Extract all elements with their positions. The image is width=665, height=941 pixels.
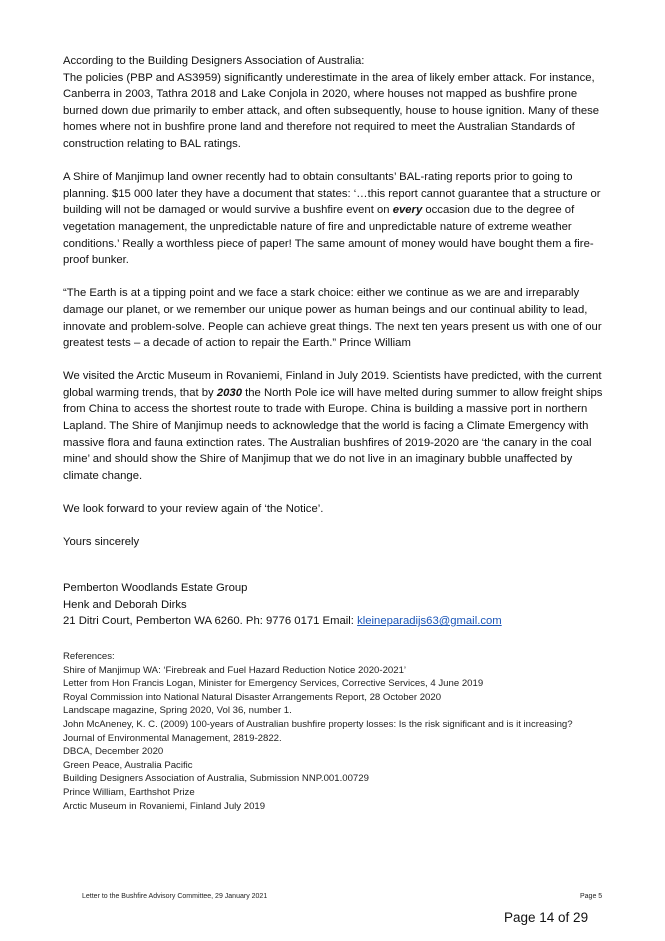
footer-letter-title: Letter to the Bushfire Advisory Committee, 29 January 2021 [82,893,268,900]
paragraph-review-request [63,501,611,518]
paragraph-text: We look forward to your review again of ‘the Notice’. [63,503,324,516]
paragraph-intro: According to the Building Designers Association of Australia: [63,55,365,67]
reference-item: Landscape magazine, Spring 2020, Vol 36, number 1. [63,705,292,717]
reference-item: Building Designers Association of Australia, Submission NNP.001.00729 [63,773,369,785]
paragraph-arctic-museum [63,368,611,484]
reference-item: Prince William, Earthshot Prize [63,786,195,798]
reference-item: John McAneney, K. C. (2009) 100-years of Australian bushfire property losses: Is the risk significant and is it increasing? [63,718,573,730]
email-link[interactable]: kleineparadijs63@gmail.com [357,615,502,628]
signature-org: Pemberton Woodlands Estate Group [63,582,248,594]
reference-item: Arctic Museum in Rovaniemi, Finland July 2019 [63,800,266,812]
emphasis-every: every [392,204,423,217]
paragraph-text-after: occasion due to the degree of vegetation management, the unpredictable nature of fire and unpredictable nature of extreme weather conditions.’ Really a worthless piece of paper! The same amount of money would have bought them a fire-proof bunker. [63,204,594,267]
paragraph-bal-rating [63,169,611,269]
signature-address: 21 Ditri Court, Pemberton WA 6260. Ph: 9776 0171 Email: [63,615,358,628]
reference-item: Shire of Manjimup WA: ‘Firebreak and Fuel Hazard Reduction Notice 2020-2021’ [63,664,407,676]
letter-body [63,53,611,567]
paragraph-text-before: A Shire of Manjimup land owner recently had to obtain consultants’ BAL-rating reports prior to going to planning. $15 000 later they have a document that states: ‘…this report cannot guarantee that a structure or building will not be damaged or would survive a bushfire event on [63,171,601,217]
reference-item: Royal Commission into National Natural Disaster Arrangements Report, 28 October 2020 [63,691,442,703]
paragraph-text: The policies (PBP and AS3959) significantly underestimate in the area of likely ember attack. For instance, Canberra in 2003, Tathra 2018 and Lake Conjola in 2020, where houses not mapped as bushfire prone burned down due primarily to ember attack, and often subsequently, house to house ignition. Many of these homes where not in bushfire prone land and therefore not required to meet the Australian Standards of construction relating to BAL ratings. [63,71,600,150]
paragraph-text-before: We visited the Arctic Museum in Rovaniemi, Finland in July 2019. Scientists have predicted, with the current global warming trends, that by [63,370,602,399]
signature-block [63,580,623,630]
signature-names: Henk and Deborah Dirks [63,598,187,611]
paragraph-text: Yours sincerely [63,536,140,549]
footer-page-label: Page 5 [580,893,603,900]
emphasis-2030: 2030 [216,386,242,399]
signature-contact [63,613,623,630]
reference-item: Letter from Hon Francis Logan, Minister for Emergency Services, Corrective Services, 4 June 2019 [63,678,484,690]
paragraph-text: “The Earth is at a tipping point and we face a stark choice: either we continue as we are and irreparably damage our planet, or we remember our unique power as human beings and our continual ability to lead, innovate and problem-solve. People can achieve great things. The next ten years present us with one of our greatest tests – a decade of action to repair the Earth.” Prince William [63,287,602,350]
paragraph-prince-william-quote [63,285,611,351]
closing-salutation [63,534,611,551]
references-heading: References: [63,651,115,662]
reference-item: Journal of Environmental Management, 2819-2822. [63,732,282,744]
paragraph-text-after: the North Pole ice will have melted during summer to allow freight ships from China to access the shortest route to trade with Europe. China is building a massive port in northern Lapland. The Shire of Manjimup needs to acknowledge that the world is facing a Climate Emergency with massive flora and fauna extinction rates. The Australian bushfires of 2019-2020 are ‘the canary in the coal mine’ and should show the Shire of Manjimup that we do not live in an imaginary bubble unaffected by climate change. [63,386,603,482]
page-indicator: Page 14 of 29 [504,910,589,925]
references-list [63,650,633,813]
reference-item: DBCA, December 2020 [63,746,164,758]
paragraph-ember-attack [63,53,611,153]
reference-item: Green Peace, Australia Pacific [63,759,193,771]
